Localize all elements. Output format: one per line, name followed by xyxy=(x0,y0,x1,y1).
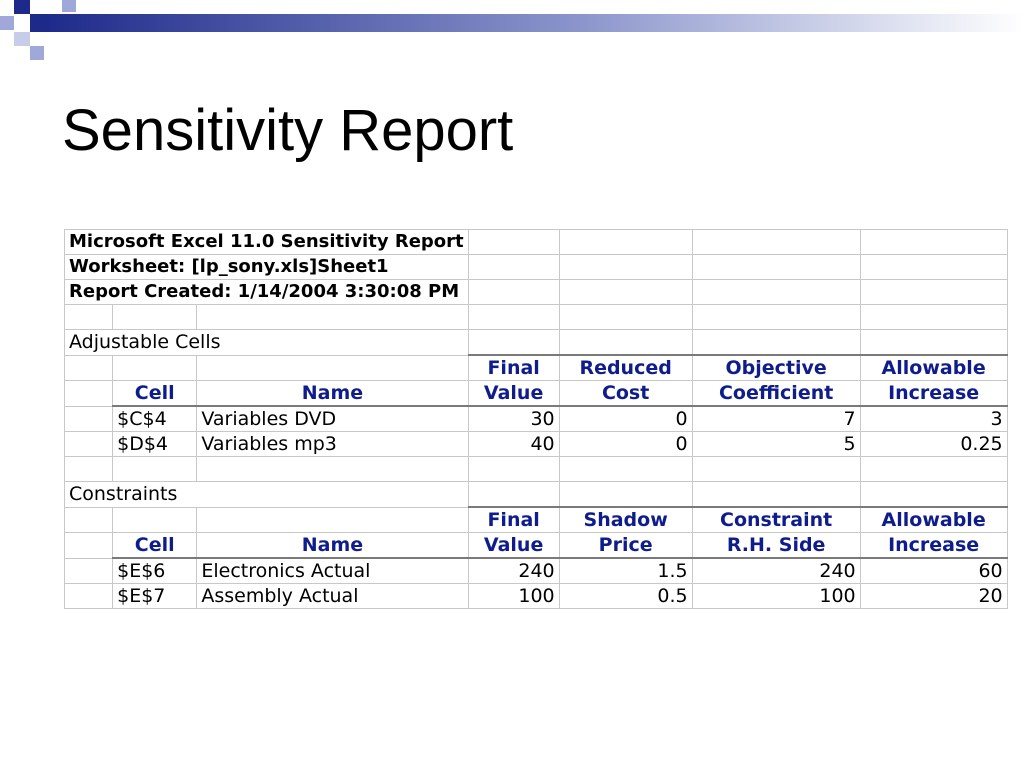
allowable-increase: 3 xyxy=(860,406,1007,432)
adjustable-header-top: Final xyxy=(468,355,559,381)
empty-cell xyxy=(65,558,113,584)
empty-cell xyxy=(559,280,692,305)
empty-cell xyxy=(559,482,692,508)
constraints-header-bottom-row xyxy=(65,533,1008,559)
constraints-header-bottom: R.H. Side xyxy=(692,533,860,559)
adjustable-header-top: Reduced xyxy=(559,355,692,381)
final-value: 40 xyxy=(468,432,559,457)
empty-cell xyxy=(559,305,692,330)
report-line-1: Microsoft Excel 11.0 Sensitivity Report xyxy=(65,230,469,255)
empty-cell xyxy=(65,305,113,330)
table-row xyxy=(65,558,1008,584)
deco-square-6 xyxy=(30,46,44,60)
empty-cell xyxy=(860,305,1007,330)
adjustable-section-label: Adjustable Cells xyxy=(65,330,469,356)
empty-cell xyxy=(559,457,692,482)
adjustable-header-bottom: Cost xyxy=(559,381,692,407)
empty-cell xyxy=(468,255,559,280)
empty-cell xyxy=(692,457,860,482)
empty-cell xyxy=(197,457,468,482)
cell-name: Electronics Actual xyxy=(197,558,468,584)
empty-cell xyxy=(692,280,860,305)
constraints-header-top xyxy=(197,507,468,533)
empty-cell xyxy=(468,280,559,305)
empty-cell xyxy=(65,432,113,457)
adjustable-header-bottom: Value xyxy=(468,381,559,407)
constraint-rh-side: 240 xyxy=(692,558,860,584)
empty-cell xyxy=(692,330,860,356)
constraint-rh-side: 100 xyxy=(692,584,860,609)
empty-cell xyxy=(692,482,860,508)
report-created-row xyxy=(65,280,1008,305)
constraints-header-top: Allowable xyxy=(860,507,1007,533)
constraints-header-top: Final xyxy=(468,507,559,533)
empty-cell xyxy=(860,482,1007,508)
cell-ref: $C$4 xyxy=(113,406,197,432)
empty-cell xyxy=(692,305,860,330)
empty-cell xyxy=(65,584,113,609)
blank-row xyxy=(65,305,1008,330)
final-value: 30 xyxy=(468,406,559,432)
allowable-increase: 20 xyxy=(860,584,1007,609)
table-row xyxy=(65,406,1008,432)
empty-cell xyxy=(692,255,860,280)
final-value: 240 xyxy=(468,558,559,584)
objective-coefficient: 5 xyxy=(692,432,860,457)
empty-cell xyxy=(860,280,1007,305)
empty-cell xyxy=(113,305,197,330)
empty-cell xyxy=(860,457,1007,482)
empty-cell xyxy=(559,230,692,255)
empty-cell xyxy=(65,457,113,482)
constraints-header-top: Constraint xyxy=(692,507,860,533)
constraints-header-bottom: Value xyxy=(468,533,559,559)
adjustable-header-top xyxy=(113,355,197,381)
empty-cell xyxy=(468,482,559,508)
deco-square-1 xyxy=(14,0,30,14)
blank-row xyxy=(65,457,1008,482)
empty-cell xyxy=(559,255,692,280)
deco-square-2 xyxy=(62,0,76,12)
empty-cell xyxy=(468,330,559,356)
title-bar-gradient xyxy=(44,14,1024,32)
empty-cell xyxy=(197,305,468,330)
constraints-header-top xyxy=(113,507,197,533)
adjustable-header-top xyxy=(197,355,468,381)
adjustable-header-top: Allowable xyxy=(860,355,1007,381)
reduced-cost: 0 xyxy=(559,432,692,457)
adjustable-header-bottom-row xyxy=(65,381,1008,407)
reduced-cost: 0 xyxy=(559,406,692,432)
empty-cell xyxy=(65,381,113,407)
table-row xyxy=(65,432,1008,457)
empty-cell xyxy=(559,330,692,356)
slide-title: Sensitivity Report xyxy=(62,98,514,163)
deco-square-5 xyxy=(14,32,30,46)
constraints-header-bottom: Price xyxy=(559,533,692,559)
adjustable-header-bottom: Cell xyxy=(113,381,197,407)
objective-coefficient: 7 xyxy=(692,406,860,432)
constraints-header-top-row xyxy=(65,507,1008,533)
constraints-section-label: Constraints xyxy=(65,482,469,508)
constraints-section-row xyxy=(65,482,1008,508)
empty-cell xyxy=(692,230,860,255)
constraints-header-top: Shadow xyxy=(559,507,692,533)
constraints-header-bottom: Increase xyxy=(860,533,1007,559)
cell-name: Variables DVD xyxy=(197,406,468,432)
adjustable-header-top: Objective xyxy=(692,355,860,381)
cell-name: Variables mp3 xyxy=(197,432,468,457)
empty-cell xyxy=(65,406,113,432)
allowable-increase: 0.25 xyxy=(860,432,1007,457)
report-line-3: Report Created: 1/14/2004 3:30:08 PM xyxy=(65,280,469,305)
empty-cell xyxy=(65,507,113,533)
adjustable-header-bottom: Coefficient xyxy=(692,381,860,407)
report-line-2: Worksheet: [lp_sony.xls]Sheet1 xyxy=(65,255,469,280)
adjustable-header-top-row xyxy=(65,355,1008,381)
empty-cell xyxy=(860,330,1007,356)
cell-name: Assembly Actual xyxy=(197,584,468,609)
deco-square-3 xyxy=(0,16,14,30)
empty-cell xyxy=(860,230,1007,255)
table-row xyxy=(65,584,1008,609)
constraints-header-bottom: Cell xyxy=(113,533,197,559)
report-title-row xyxy=(65,230,1008,255)
report-worksheet-row xyxy=(65,255,1008,280)
adjustable-section-row xyxy=(65,330,1008,356)
cell-ref: $D$4 xyxy=(113,432,197,457)
empty-cell xyxy=(468,457,559,482)
cell-ref: $E$7 xyxy=(113,584,197,609)
empty-cell xyxy=(65,533,113,559)
constraints-header-bottom: Name xyxy=(197,533,468,559)
empty-cell xyxy=(860,255,1007,280)
cell-ref: $E$6 xyxy=(113,558,197,584)
empty-cell xyxy=(468,230,559,255)
final-value: 100 xyxy=(468,584,559,609)
empty-cell xyxy=(468,305,559,330)
empty-cell xyxy=(113,457,197,482)
slide-decoration xyxy=(0,0,1024,60)
adjustable-header-bottom: Increase xyxy=(860,381,1007,407)
shadow-price: 0.5 xyxy=(559,584,692,609)
sensitivity-report-table xyxy=(64,229,1008,609)
deco-square-4 xyxy=(30,14,46,32)
empty-cell xyxy=(65,355,113,381)
shadow-price: 1.5 xyxy=(559,558,692,584)
allowable-increase: 60 xyxy=(860,558,1007,584)
adjustable-header-bottom: Name xyxy=(197,381,468,407)
